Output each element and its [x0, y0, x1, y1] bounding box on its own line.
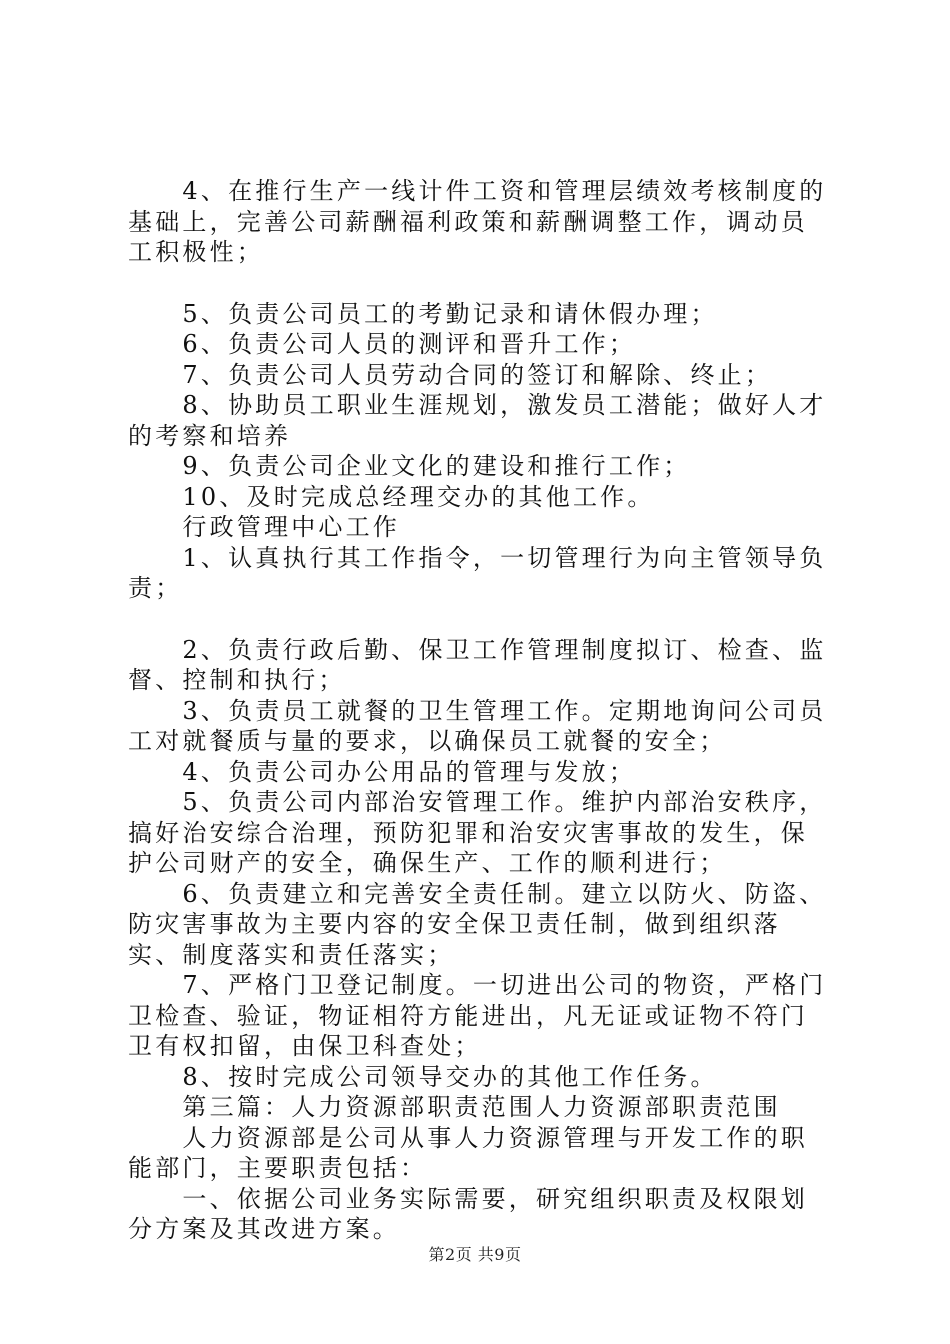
paragraph-hr-duty-6: 6、负责公司人员的测评和晋升工作； — [128, 330, 637, 358]
document-body — [128, 176, 828, 1245]
paragraph-hr-item-1: 一、依据公司业务实际需要，研究组织职责及权限划分方案及其改进方案。 — [128, 1184, 808, 1243]
paragraph-admin-duty-5: 5、负责公司内部治安管理工作。维护内部治安秩序，搞好治安综合治理，预防犯罪和治安灾害事故的发生，保护公司财产的安全，确保生产、工作的顺利进行； — [128, 788, 827, 877]
paragraph-hr-duty-8: 8、协助员工职业生涯规划，激发员工潜能；做好人才的考察和培养 — [128, 391, 827, 450]
paragraph-admin-duty-1: 1、认真执行其工作指令，一切管理行为向主管领导负责； — [128, 543, 827, 602]
page-number-footer: 第2页 共9页 — [428, 1245, 522, 1264]
paragraph-hr-duty-7: 7、负责公司人员劳动合同的签订和解除、终止； — [128, 360, 773, 389]
paragraph-admin-duty-6: 6、负责建立和完善安全责任制。建立以防火、防盗、防灾害事故为主要内容的安全保卫责任制，做到组织落实、制度落实和责任落实； — [128, 879, 827, 969]
section-heading-admin: 行政管理中心工作 — [128, 513, 400, 541]
paragraph-hr-duty-10: 10、及时完成总经理交办的其他工作。 — [128, 482, 655, 511]
paragraph-admin-duty-7: 7、严格门卫登记制度。一切进出公司的物资，严格门卫检查、验证，物证相符方能进出，凡无证或证物不符门卫有权扣留，由保卫科查处； — [128, 971, 827, 1060]
paragraph-admin-duty-8: 8、按时完成公司领导交办的其他工作任务。 — [128, 1062, 718, 1091]
paragraph-admin-duty-3: 3、负责员工就餐的卫生管理工作。定期地询问公司员工对就餐质与量的要求，以确保员工就餐的安全； — [128, 696, 827, 755]
paragraph-hr-duty-4: 4、在推行生产一线计件工资和管理层绩效考核制度的基础上，完善公司薪酬福利政策和薪酬调整工作，调动员工积极性； — [128, 177, 827, 266]
paragraph-admin-duty-4: 4、负责公司办公用品的管理与发放； — [128, 757, 637, 786]
section-heading-part-3: 第三篇：人力资源部职责范围人力资源部职责范围 — [128, 1093, 781, 1121]
paragraph-hr-intro: 人力资源部是公司从事人力资源管理与开发工作的职能部门，主要职责包括： — [128, 1123, 808, 1182]
paragraph-hr-duty-5: 5、负责公司员工的考勤记录和请休假办理； — [128, 299, 718, 328]
paragraph-admin-duty-2: 2、负责行政后勤、保卫工作管理制度拟订、检查、监督、控制和执行； — [128, 635, 827, 694]
blank-line — [128, 604, 828, 635]
blank-line — [128, 268, 828, 299]
paragraph-hr-duty-9: 9、负责公司企业文化的建设和推行工作； — [128, 452, 691, 480]
